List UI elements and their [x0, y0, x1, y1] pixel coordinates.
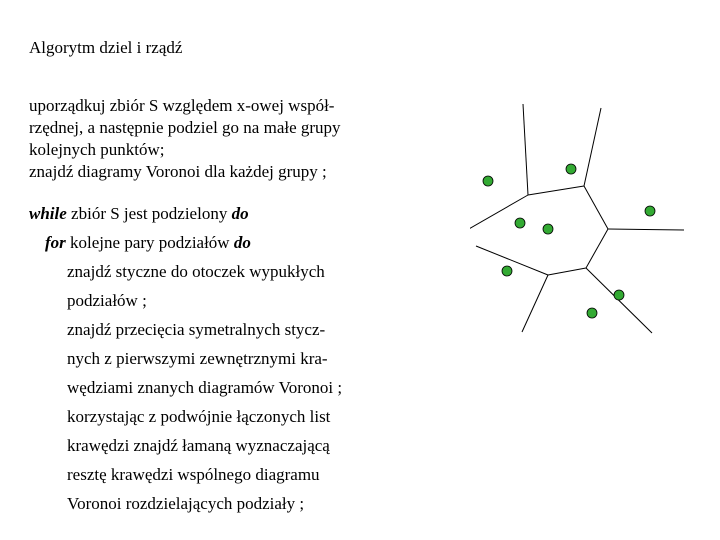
body-line: Voronoi rozdzielających podziały ;	[67, 494, 305, 513]
algorithm-block	[29, 199, 429, 518]
voronoi-edge	[584, 108, 601, 186]
intro-line: kolejnych punktów;	[29, 140, 165, 159]
site-point	[483, 176, 493, 186]
while-keyword: while	[29, 204, 67, 223]
body-line: znajdź styczne do otoczek wypukłych	[67, 262, 325, 281]
voronoi-edge	[586, 268, 652, 333]
body-line: korzystając z podwójnie łączonych list	[67, 407, 331, 426]
site-point	[515, 218, 525, 228]
site-point	[566, 164, 576, 174]
while-line	[29, 199, 429, 228]
for-keyword: for	[45, 233, 66, 252]
do-keyword: do	[233, 233, 251, 252]
voronoi-edge	[528, 186, 584, 195]
site-point	[614, 290, 624, 300]
slide-title: Algorytm dziel i rządź	[29, 38, 183, 57]
voronoi-edge	[608, 229, 684, 230]
voronoi-edge	[522, 275, 548, 332]
voronoi-sites	[483, 164, 655, 318]
voronoi-edge	[548, 268, 586, 275]
voronoi-edge	[586, 229, 608, 268]
body-line: resztę krawędzi wspólnego diagramu	[67, 465, 320, 484]
do-keyword: do	[231, 204, 249, 223]
intro-line: rzędnej, a następnie podziel go na małe grupy	[29, 118, 341, 137]
voronoi-edges	[470, 104, 684, 333]
site-point	[543, 224, 553, 234]
voronoi-edge	[584, 186, 608, 229]
while-condition: zbiór S jest podzielony	[66, 204, 232, 223]
site-point	[502, 266, 512, 276]
voronoi-diagram	[470, 100, 690, 345]
intro-line: znajdź diagramy Voronoi dla każdej grupy ;	[29, 162, 327, 181]
body-line: znajdź przecięcia symetralnych stycz-	[67, 320, 326, 339]
site-point	[645, 206, 655, 216]
body-line: wędziami znanych diagramów Voronoi ;	[67, 378, 343, 397]
body-line: nych z pierwszymi zewnętrznymi kra-	[67, 349, 328, 368]
intro-text	[29, 95, 419, 183]
for-line	[29, 228, 429, 257]
for-condition: kolejne pary podziałów	[65, 233, 234, 252]
site-point	[587, 308, 597, 318]
body-line: krawędzi znajdź łamaną wyznaczającą	[67, 436, 330, 455]
intro-line: uporządkuj zbiór S względem x-owej współ-	[29, 96, 335, 115]
body-line: podziałów ;	[67, 291, 147, 310]
voronoi-edge	[523, 104, 528, 195]
